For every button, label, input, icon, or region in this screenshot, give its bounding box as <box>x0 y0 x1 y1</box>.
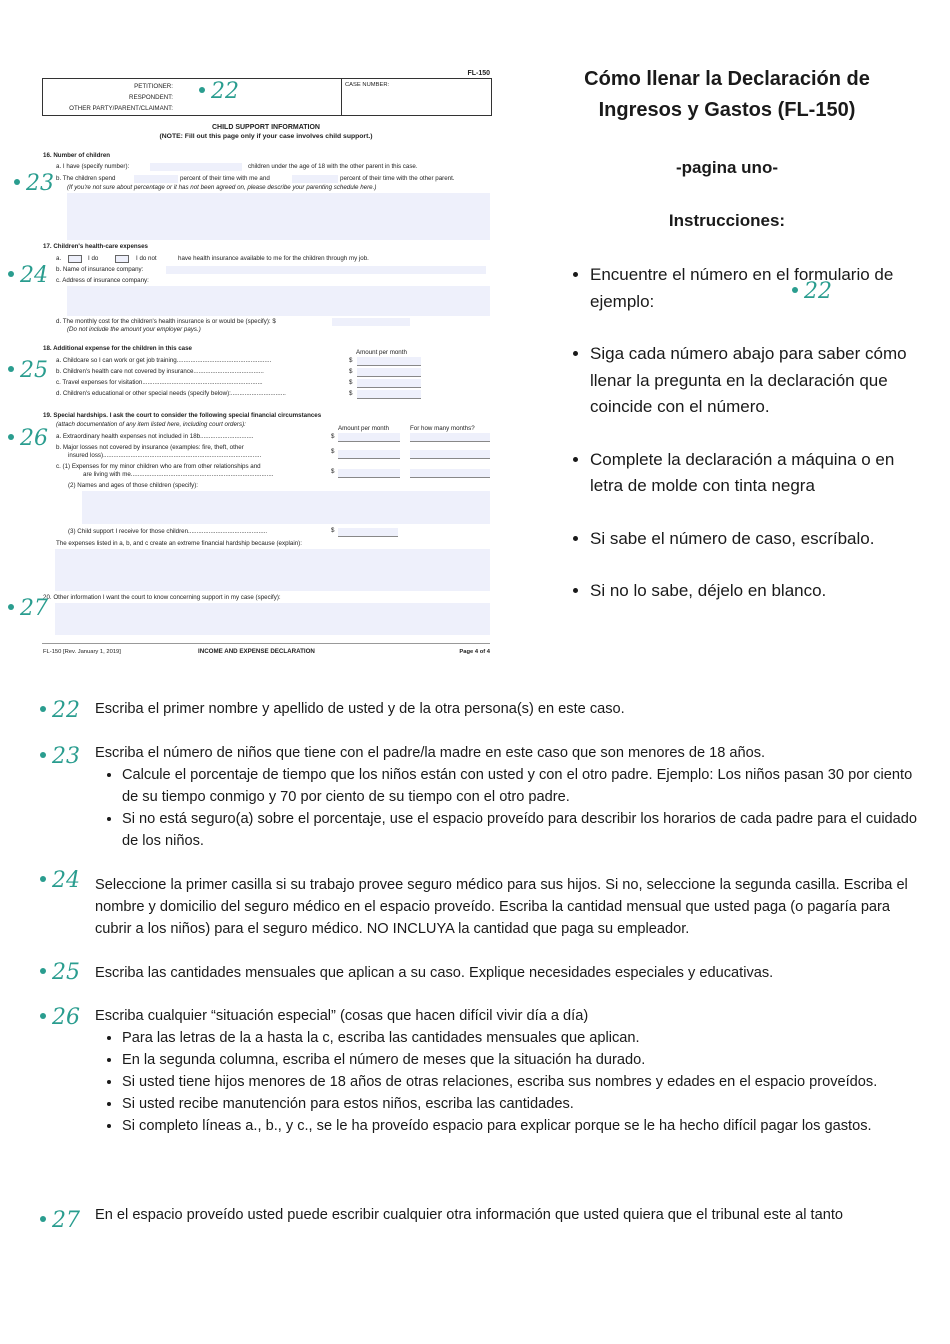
step-22-text: Escriba el primer nombre y apellido de usted y de la otra persona(s) en este caso. <box>95 701 625 717</box>
q17a-ido-label: I do <box>88 255 99 262</box>
footer-right: Page 4 of 4 <box>459 649 490 655</box>
case-divider <box>341 79 342 115</box>
q19-note: (attach documentation of any item listed here, including court orders): <box>56 421 246 428</box>
bullet-dot-icon <box>40 752 46 758</box>
q17-title: 17. Children's health-care expenses <box>43 243 148 250</box>
marker-label: 23 <box>26 171 54 196</box>
step-26-bullet: • Si completo líneas a., b., y c., se le ha proveído espacio para explicar porque se le ha hecho difícil pagar los gastos. <box>122 1115 925 1137</box>
step-23 <box>95 742 925 852</box>
instruction-item: • Complete la declaración a máquina o en letra de molde con tinta negra <box>590 447 930 500</box>
footer-divider <box>42 643 490 644</box>
q19b-amount[interactable] <box>338 450 400 459</box>
q18-item: c. Travel expenses for visitation...................................................................... <box>56 379 263 386</box>
q18-item: b. Children's health care not covered by insurance......................................... <box>56 368 264 375</box>
q17b-label: b. Name of insurance company: <box>56 266 144 273</box>
instruction-item: • Siga cada número abajo para saber cómo llenar la pregunta en la declaración que coincide con el número. <box>590 341 930 421</box>
step-23-list <box>95 764 925 852</box>
step-26-bullet: • Si usted tiene hijos menores de 18 años de otras relaciones, escriba sus nombres y edades en el espacio proveídos. <box>122 1071 925 1093</box>
marker-label: 22 <box>211 79 239 104</box>
dollar-sign: $ <box>349 368 353 375</box>
dollar-sign: $ <box>349 357 353 364</box>
q17a-idonot-label: I do not <box>136 255 157 262</box>
step-26-text: Escriba cualquier “situación especial” (cosas que hacen difícil vivir día a día) <box>95 1008 589 1024</box>
marker-22-example <box>792 281 832 303</box>
q18-item: d. Children's educational or other special needs (specify below):................................ <box>56 390 286 397</box>
q19-title <box>43 412 321 419</box>
instruction-item: • Si sabe el número de caso, escríbalo. <box>590 526 930 553</box>
instructions-label: Instrucciones: <box>668 211 786 230</box>
q17a-text: have health insurance available to me for the children through my job. <box>178 255 369 262</box>
bullet-dot-icon <box>8 604 14 610</box>
step-26-bullet: • Para las letras de la a hasta la c, escriba las cantidades mensuales que aplican. <box>122 1027 925 1049</box>
q18c-field[interactable] <box>357 379 421 388</box>
respondent-label: RESPONDENT: <box>128 94 173 101</box>
marker-label: 27 <box>52 1208 80 1233</box>
q19-explain-field[interactable] <box>55 549 490 591</box>
dollar-sign: $ <box>331 527 335 534</box>
case-number-label: CASE NUMBER: <box>345 82 390 88</box>
step-26-bullet: • Si usted recibe manutención para estos niños, escriba las cantidades. <box>122 1093 925 1115</box>
q19-col2: For how many months? <box>410 425 475 432</box>
page-title <box>548 64 906 126</box>
step-24 <box>95 874 925 940</box>
q20-field[interactable] <box>55 603 490 635</box>
q19c1-label-2: are living with me................................................................................... <box>83 471 274 478</box>
marker-label: 25 <box>20 358 48 383</box>
step-26 <box>95 1005 925 1137</box>
marker-22 <box>199 81 239 103</box>
q20-label: 20. Other information I want the court to know concerning support in my case (specify): <box>43 594 281 601</box>
bullet-dot-icon <box>40 876 46 882</box>
q19c2-field[interactable] <box>82 491 490 524</box>
dollar-sign: $ <box>349 390 353 397</box>
step-marker-26 <box>40 1007 80 1029</box>
q19c3-label: (3) Child support I receive for those children.............................................. <box>68 528 268 535</box>
q19b-label-2: insured loss)............................................................................................ <box>68 452 262 459</box>
page-label: -pagina uno- <box>676 158 778 177</box>
marker-label: 24 <box>20 263 48 288</box>
q19c1-label: c. (1) Expenses for my minor children who are from other relationships and <box>56 463 261 470</box>
title-line-2: Ingresos y Gastos (FL-150) <box>598 99 856 121</box>
q19c2-label: (2) Names and ages of those children (specify): <box>68 482 198 489</box>
form-header-box <box>42 78 492 116</box>
marker-label: 25 <box>52 960 80 985</box>
q16a-label: a. I have (specify number): <box>56 163 130 170</box>
dollar-sign: $ <box>349 379 353 386</box>
q16b-field-2[interactable] <box>292 175 338 183</box>
marker-27 <box>8 598 48 620</box>
bullet-dot-icon <box>199 87 205 93</box>
step-23-bullet: • Si no está seguro(a) sobre el porcentaje, use el espacio proveído para describir los horarios de cada padre para el cuidado de los niños. <box>122 808 925 852</box>
q17d-field[interactable] <box>332 318 410 326</box>
marker-26 <box>8 428 48 450</box>
marker-label: 22 <box>804 279 832 304</box>
section-title: CHILD SUPPORT INFORMATION <box>212 124 320 131</box>
title-line-1: Cómo llenar la Declaración de <box>584 68 870 90</box>
q19-title-text: 19. Special hardships. I ask the court to consider the following special financial circumstances <box>43 412 322 419</box>
step-marker-23 <box>40 746 80 768</box>
footer-center: INCOME AND EXPENSE DECLARATION <box>198 648 315 655</box>
q17b-field[interactable] <box>166 266 486 274</box>
dollar-sign: $ <box>331 468 335 475</box>
bullet-dot-icon <box>792 287 798 293</box>
dollar-sign: $ <box>331 448 335 455</box>
marker-24 <box>8 265 48 287</box>
q19a-amount[interactable] <box>338 433 400 442</box>
q19-explain-label: The expenses listed in a, b, and c create an extreme financial hardship because (explain): <box>56 540 302 547</box>
step-27-text: En el espacio proveído usted puede escribir cualquier otra información que usted quiera que el tribunal este al tanto <box>95 1207 843 1223</box>
q18d-field[interactable] <box>357 390 421 399</box>
bullet-dot-icon <box>8 366 14 372</box>
step-marker-22 <box>40 700 80 722</box>
marker-label: 27 <box>20 596 48 621</box>
q17a-letter: a. <box>56 255 62 262</box>
section-note: (NOTE: Fill out this page only if your case involves child support.) <box>159 133 373 140</box>
marker-label: 23 <box>52 744 80 769</box>
step-marker-27 <box>40 1210 80 1232</box>
bullet-dot-icon <box>40 1013 46 1019</box>
bullet-dot-icon <box>40 968 46 974</box>
q19c1-months[interactable] <box>410 469 490 478</box>
marker-23 <box>14 173 54 195</box>
marker-label: 26 <box>20 426 48 451</box>
q16b-mid: percent of their time with me and <box>180 175 270 182</box>
marker-label: 24 <box>52 868 80 893</box>
marker-label: 26 <box>52 1005 80 1030</box>
step-25 <box>95 962 925 984</box>
marker-25 <box>8 360 48 382</box>
q19c1-amount[interactable] <box>338 469 400 478</box>
step-22 <box>95 698 925 720</box>
step-marker-24 <box>40 870 80 892</box>
instruction-item: • Si no lo sabe, déjelo en blanco. <box>590 578 930 605</box>
q16a-text: children under the age of 18 with the other parent in this case. <box>248 163 418 170</box>
bullet-dot-icon <box>40 1216 46 1222</box>
q17c-field[interactable] <box>67 286 490 316</box>
q19c3-amount[interactable] <box>338 528 398 537</box>
q16b-field-1[interactable] <box>134 175 178 183</box>
q19-col1: Amount per month <box>338 425 389 432</box>
q16b-label: b. The children spend <box>56 175 116 182</box>
q17a-idonot-checkbox[interactable] <box>115 255 129 263</box>
q17c-label: c. Address of insurance company: <box>56 277 149 284</box>
step-25-text: Escriba las cantidades mensuales que aplican a su caso. Explique necesidades especiales y educativas. <box>95 965 774 981</box>
q19b-label: b. Major losses not covered by insurance (examples: fire, theft, other <box>56 444 244 451</box>
dollar-sign: $ <box>331 433 335 440</box>
instructions-list <box>568 262 930 631</box>
q18a-field[interactable] <box>357 357 421 366</box>
step-23-bullet: • Calcule el porcentaje de tiempo que los niños están con usted y con el otro padre. Ejemplo: Los niños pasan 30 por ciento de su tiempo conmigo y 70 por ciento de su tiempo con el otro padre. <box>122 764 925 808</box>
bullet-dot-icon <box>40 706 46 712</box>
form-id: FL-150 <box>467 70 490 77</box>
q19a-months[interactable] <box>410 433 490 442</box>
other-party-label: OTHER PARTY/PARENT/CLAIMANT: <box>69 105 173 112</box>
q16-title: 16. Number of children <box>43 152 111 159</box>
q16a-field[interactable] <box>150 163 242 171</box>
instruction-item: • Encuentre el número en el formulario de ejemplo: <box>590 262 930 315</box>
step-26-bullet: • En la segunda columna, escriba el número de meses que la situación ha durado. <box>122 1049 925 1071</box>
q19a-label: a. Extraordinary health expenses not included in 18b............................... <box>56 433 254 440</box>
bullet-dot-icon <box>8 434 14 440</box>
step-26-list <box>95 1027 925 1137</box>
q17d-note: (Do not include the amount your employer pays.) <box>67 326 201 333</box>
step-27 <box>95 1204 925 1226</box>
step-23-text: Escriba el número de niños que tiene con el padre/la madre en este caso que son menores de 18 años. <box>95 745 766 761</box>
petitioner-label: PETITIONER: <box>134 83 173 90</box>
q17d-label: d. The monthly cost for the children's health insurance is or would be (specify): $ <box>56 318 276 325</box>
q17a-ido-checkbox[interactable] <box>68 255 82 263</box>
q18-title: 18. Additional expense for the children in this case <box>43 345 192 352</box>
q18-item: a. Childcare so I can work or get job training....................................................... <box>56 357 272 364</box>
q16b-post: percent of their time with the other parent. <box>340 175 455 182</box>
step-24-text: Seleccione la primer casilla si su trabajo provee seguro médico para sus hijos. Si no, seleccione la segunda casilla. Escriba el nombre y domicilio del seguro médico en el espacio proveído. Escriba la cantidad mensual que usted paga (o pagaría para cubrir a los niños) para el seguro médico. NO INCLUYA la cantidad que paga su empleador. <box>95 877 908 937</box>
marker-label: 22 <box>52 698 80 723</box>
q16-schedule-field[interactable] <box>67 193 490 240</box>
q18b-field[interactable] <box>357 368 421 377</box>
footer-left: FL-150 [Rev. January 1, 2019] <box>43 649 121 655</box>
q18-column-label: Amount per month <box>356 349 407 356</box>
bullet-dot-icon <box>8 271 14 277</box>
step-marker-25 <box>40 962 80 984</box>
bullet-dot-icon <box>14 179 20 185</box>
q16-note: (If you're not sure about percentage or it has not been agreed on, please describe your parenting schedule here.) <box>67 184 377 191</box>
sample-form-fl150 <box>40 70 492 660</box>
q19b-months[interactable] <box>410 450 490 459</box>
